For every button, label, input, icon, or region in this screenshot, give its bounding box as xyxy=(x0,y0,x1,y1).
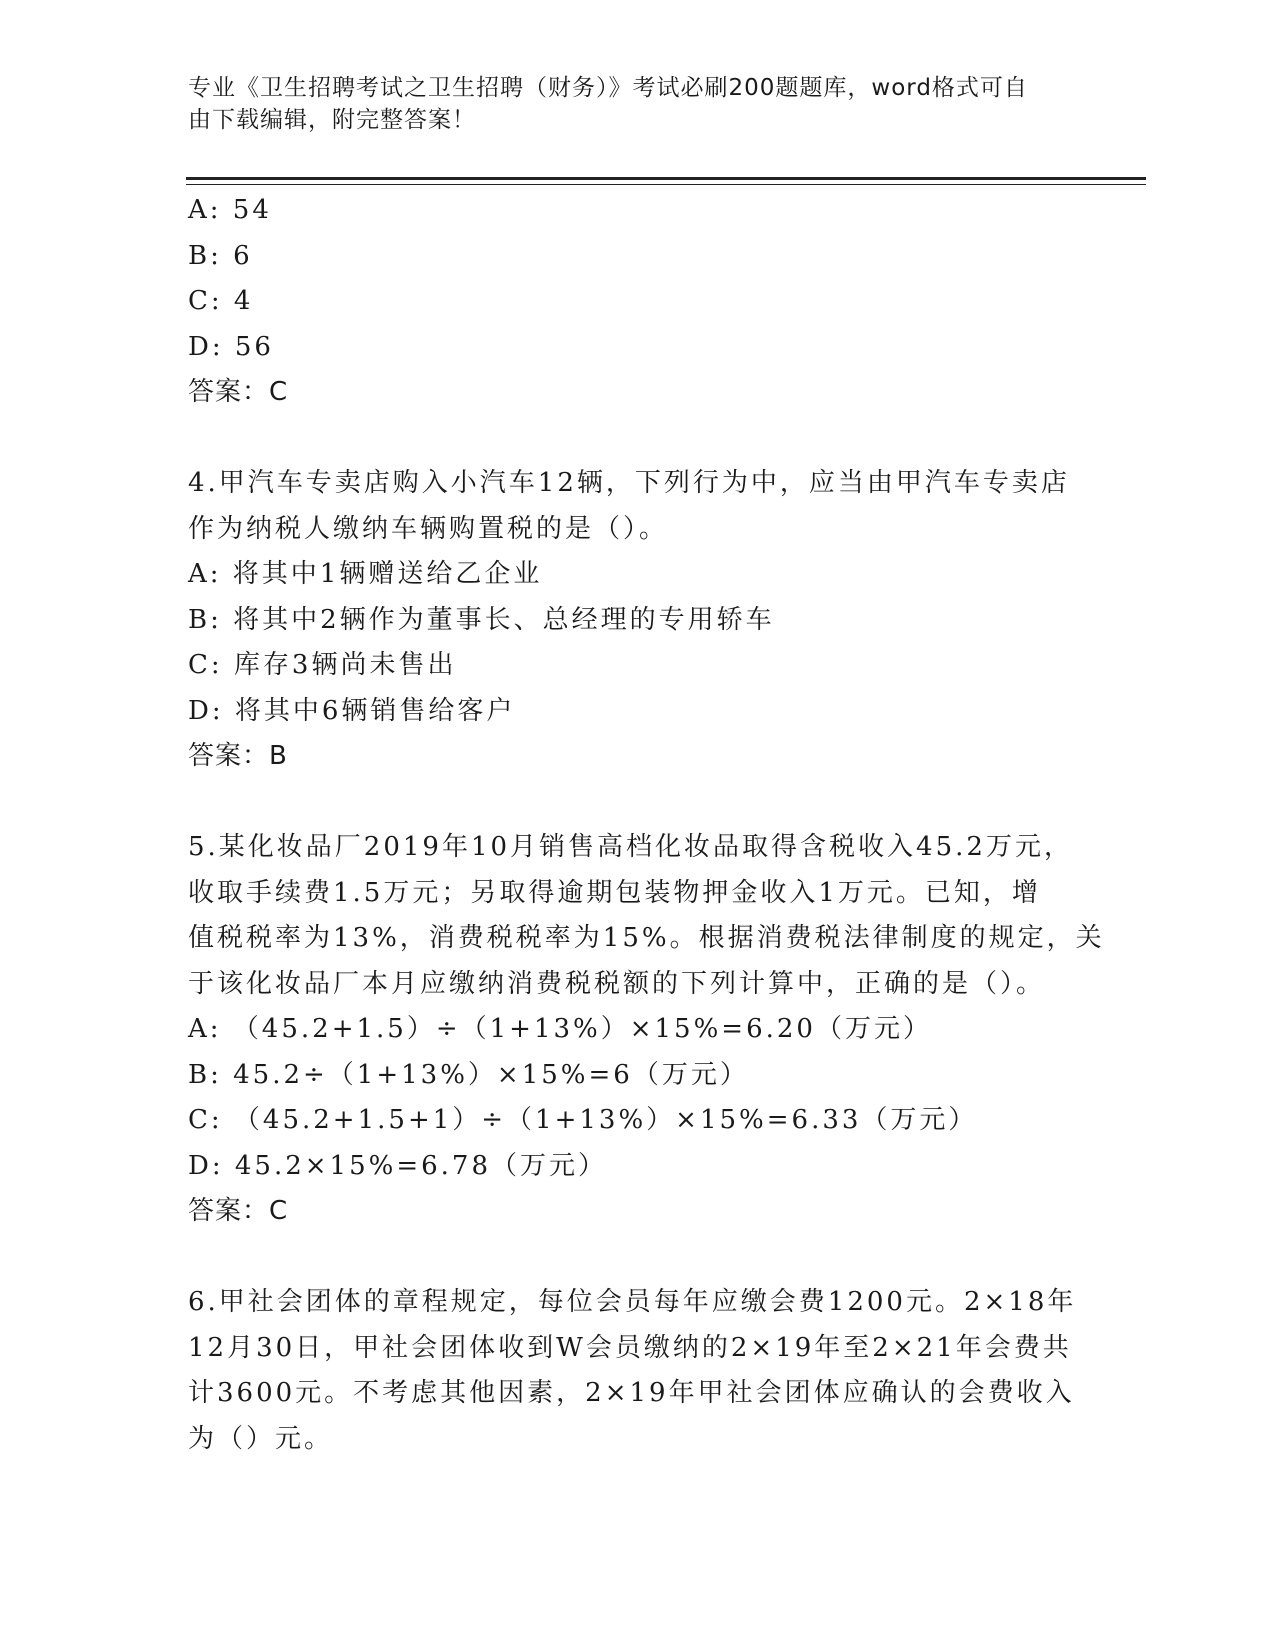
document-body xyxy=(188,188,1105,1462)
question-stem-line: 作为纳税人缴纳车辆购置税的是（）。 xyxy=(188,513,669,544)
option-c: C: （45.2+1.5+1）÷（1+13%）×15%=6.33（万元） xyxy=(188,1105,978,1135)
answer: 答案：C xyxy=(188,1196,289,1226)
answer: 答案：C xyxy=(188,377,289,407)
option-d: D: 56 xyxy=(188,331,274,362)
option-d: D: 45.2×15%=6.78（万元） xyxy=(188,1150,608,1181)
question-stem-line: 收取手续费1.5万元；另取得逾期包装物押金收入1万元。已知，增 xyxy=(188,877,1041,908)
question-4 xyxy=(188,461,1088,780)
question-stem-line: 为（）元。 xyxy=(188,1423,334,1454)
question-stem-line: 计3600元。不考虑其他因素，2×19年甲社会团体应确认的会费收入 xyxy=(188,1378,1075,1408)
question-6 xyxy=(188,1280,1088,1462)
header-line-1: 专业《卫生招聘考试之卫生招聘（财务）》考试必刷200题题库，word格式可自 xyxy=(188,75,1028,101)
spacer xyxy=(188,780,1088,826)
spacer xyxy=(188,416,1088,462)
question-5 xyxy=(188,825,1105,1235)
option-c: C: 库存3辆尚未售出 xyxy=(188,650,457,680)
question-stem-line: 值税税率为13%，消费税税率为15%。根据消费税法律制度的规定，关 xyxy=(188,923,1105,953)
question-3 xyxy=(188,188,1088,416)
option-c: C: 4 xyxy=(188,286,254,316)
question-stem-line: 4.甲汽车专卖店购入小汽车12辆，下列行为中，应当由甲汽车专卖店 xyxy=(188,468,1070,498)
option-b: B: 6 xyxy=(188,240,253,271)
option-d: D: 将其中6辆销售给客户 xyxy=(188,695,516,726)
option-b: B: 45.2÷（1+13%）×15%=6（万元） xyxy=(188,1059,749,1090)
option-a: A: 将其中1辆赠送给乙企业 xyxy=(188,559,543,589)
header-line-2: 由下载编辑，附完整答案！ xyxy=(188,107,476,133)
question-stem-line: 于该化妆品厂本月应缴纳消费税税额的下列计算中，正确的是（）。 xyxy=(188,968,1046,999)
answer: 答案：B xyxy=(188,741,288,771)
option-b: B: 将其中2辆作为董事长、总经理的专用轿车 xyxy=(188,604,775,635)
header-rule-thin xyxy=(186,184,1146,185)
question-stem-line: 12月30日，甲社会团体收到W会员缴纳的2×19年至2×21年会费共 xyxy=(188,1332,1072,1363)
header-rule-thick xyxy=(186,177,1146,180)
question-stem-line: 6.甲社会团体的章程规定，每位会员每年应缴会费1200元。2×18年 xyxy=(188,1287,1077,1317)
option-a: A: （45.2+1.5）÷（1+13%）×15%=6.20（万元） xyxy=(188,1014,932,1044)
option-a: A: 54 xyxy=(188,195,272,225)
spacer xyxy=(188,1235,1088,1281)
question-stem-line: 5.某化妆品厂2019年10月销售高档化妆品取得含税收入45.2万元， xyxy=(188,832,1073,862)
page-header xyxy=(188,72,1088,136)
